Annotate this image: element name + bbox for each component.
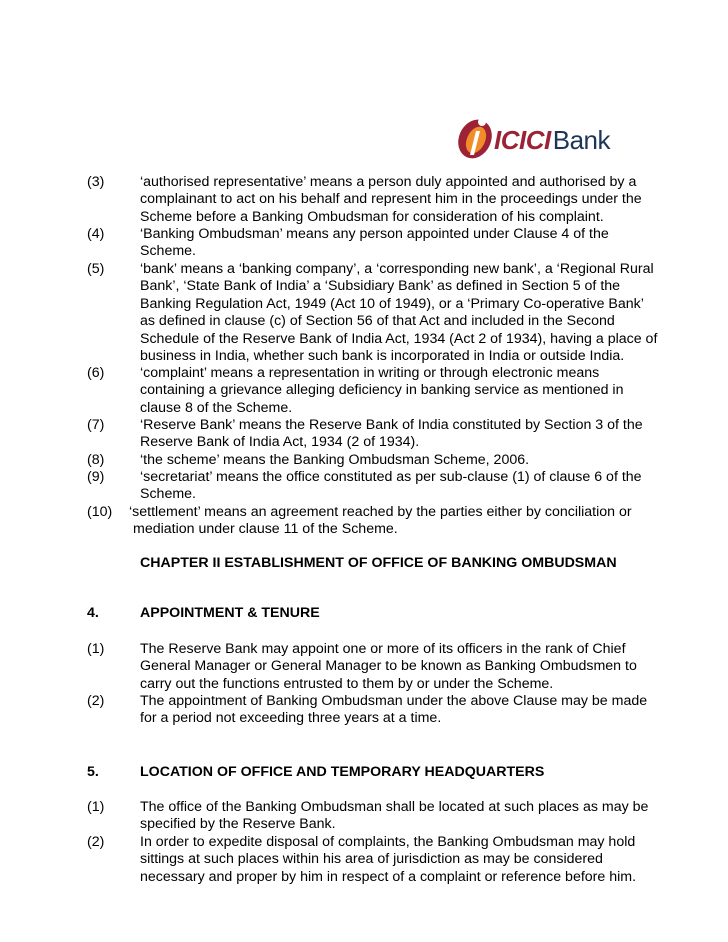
clause-line: General Manager or General Manager to be known as Banking Ombudsmen to xyxy=(140,658,637,675)
clause-line: as defined in clause (c) of Section 56 of that Act and included in the Second xyxy=(140,313,615,330)
section-title: LOCATION OF OFFICE AND TEMPORARY HEADQUARTERS xyxy=(140,764,545,780)
clause-number: (10) xyxy=(87,504,113,520)
logo-bank-text: Bank xyxy=(552,125,610,155)
clause-line: containing a grievance alleging deficiency in banking service as mentioned in xyxy=(140,382,624,399)
chapter-heading: CHAPTER II ESTABLISHMENT OF OFFICE OF BANKING OMBUDSMAN xyxy=(140,555,617,571)
clause-line: Scheme before a Banking Ombudsman for consideration of his complaint. xyxy=(140,208,604,225)
icici-bank-logo xyxy=(456,113,664,163)
clause-number: (8) xyxy=(87,452,105,468)
clause-line: In order to expedite disposal of complaints, the Banking Ombudsman may hold xyxy=(140,834,636,850)
clause-line: sittings at such places within his area of jurisdiction as may be considered xyxy=(140,851,603,868)
clause-line: mediation under clause 11 of the Scheme. xyxy=(133,521,398,538)
clause-line: The appointment of Banking Ombudsman under the above Clause may be made xyxy=(140,693,648,709)
icici-logo-mark-icon xyxy=(456,113,496,161)
clause-line: business in India, whether such bank is incorporated in India or outside India. xyxy=(140,348,625,364)
clause-number: (1) xyxy=(87,799,105,815)
clause-line: ‘Reserve Bank’ means the Reserve Bank of India constituted by Section 3 of the xyxy=(140,417,643,433)
clause-line: carry out the functions entrusted to them by or under the Scheme. xyxy=(140,675,554,692)
section-title: APPOINTMENT & TENURE xyxy=(140,605,320,621)
clause-line: The office of the Banking Ombudsman shall be located at such places as may be xyxy=(140,799,649,815)
clause-number: (9) xyxy=(87,469,105,485)
clause-number: (2) xyxy=(87,693,105,709)
clause-number: (1) xyxy=(87,641,105,657)
clause-number: (6) xyxy=(87,365,105,381)
section-number: 4. xyxy=(87,605,99,621)
clause-line: Scheme. xyxy=(140,243,196,260)
clause-number: (7) xyxy=(87,417,105,433)
clause-line: ‘the scheme’ means the Banking Ombudsman Scheme, 2006. xyxy=(140,452,530,468)
clause-line: Scheme. xyxy=(140,486,196,503)
clause-line: necessary and proper by him in respect of a complaint or reference before him. xyxy=(140,868,637,885)
clause-line: Reserve Bank of India Act, 1934 (2 of 1934). xyxy=(140,434,420,451)
clause-line: ‘authorised representative’ means a person duly appointed and authorised by a xyxy=(140,174,637,190)
clause-line: complainant to act on his behalf and represent him in the proceedings under the xyxy=(140,191,642,208)
clause-line: for a period not exceeding three years at a time. xyxy=(140,710,442,727)
clause-line: Bank’, ‘State Bank of India’ a ‘Subsidiary Bank’ as defined in Section 5 of the xyxy=(140,278,621,295)
clause-line: specified by the Reserve Bank. xyxy=(140,816,336,833)
clause-line: The Reserve Bank may appoint one or more of its officers in the rank of Chief xyxy=(140,641,626,657)
clause-line: clause 8 of the Scheme. xyxy=(140,399,293,416)
clause-line: ‘bank’ means a ‘banking company’, a ‘corresponding new bank’, a ‘Regional Rural xyxy=(140,261,654,277)
logo-wordmark xyxy=(494,125,610,156)
clause-line: ‘settlement’ means an agreement reached by the parties either by conciliation or xyxy=(129,504,632,520)
clause-number: (4) xyxy=(87,226,105,242)
clause-number: (5) xyxy=(87,261,105,277)
clause-number: (2) xyxy=(87,834,105,850)
clause-line: ‘Banking Ombudsman’ means any person appointed under Clause 4 of the xyxy=(140,226,609,242)
clause-line: ‘secretariat’ means the office constituted as per sub-clause (1) of clause 6 of the xyxy=(140,469,642,485)
clause-line: ‘complaint’ means a representation in writing or through electronic means xyxy=(140,365,600,381)
clause-line: Schedule of the Reserve Bank of India Act, 1934 (Act 2 of 1934), having a place of xyxy=(140,330,658,347)
section-number: 5. xyxy=(87,764,99,780)
logo-icici-text: ICICI xyxy=(494,125,551,155)
clause-line: Banking Regulation Act, 1949 (Act 10 of 1949), or a ‘Primary Co-operative Bank’ xyxy=(140,295,644,312)
clause-number: (3) xyxy=(87,174,105,190)
